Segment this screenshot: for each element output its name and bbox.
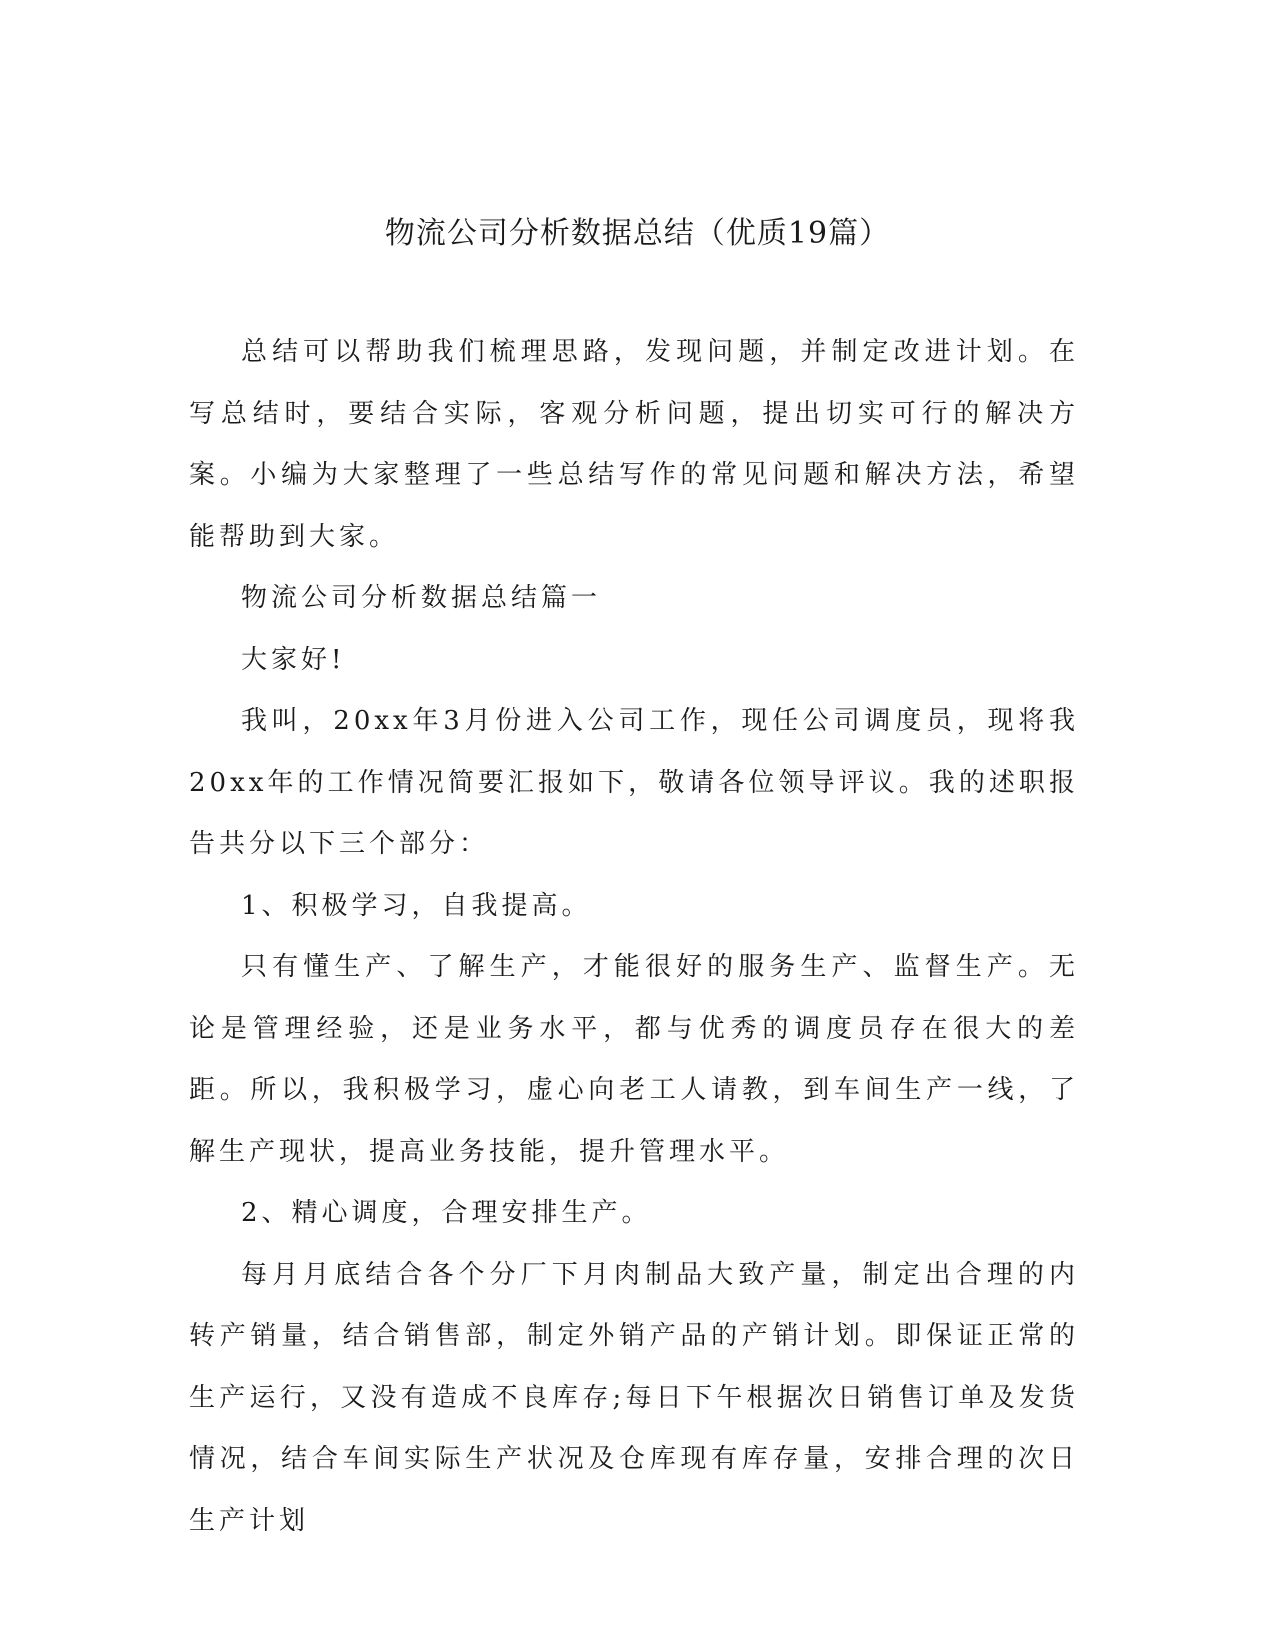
greeting-paragraph: 大家好! (241, 644, 346, 675)
intro-paragraph: 总结可以帮助我们梳理思路，发现问题，并制定改进计划。在写总结时，要结合实际，客观分析问题，提出切实可行的解决方案。小编为大家整理了一些总结写作的常见问题和解决方法，希望能帮助到大家。 (189, 337, 1079, 552)
section-heading-1: 物流公司分析数据总结篇一 (241, 583, 602, 613)
point-1-paragraph: 只有懂生产、了解生产，才能很好的服务生产、监督生产。无论是管理经验，还是业务水平，都与优秀的调度员存在很大的差距。所以，我积极学习，虚心向老工人请教，到车间生产一线，了解生产现状，提高业务技能，提升管理水平。 (189, 952, 1079, 1167)
point-2-heading: 2、精心调度，合理安排生产。 (241, 1198, 652, 1228)
point-1-heading: 1、积极学习，自我提高。 (241, 890, 592, 921)
self-introduction-paragraph: 我叫，20xx年3月份进入公司工作，现任公司调度员，现将我20xx年的工作情况简要汇报如下，敬请各位领导评议。我的述职报告共分以下三个部分： (189, 706, 1079, 859)
point-2-paragraph: 每月月底结合各个分厂下月肉制品大致产量，制定出合理的内转产销量，结合销售部，制定外销产品的产销计划。即保证正常的生产运行，又没有造成不良库存;每日下午根据次日销售订单及发货情况，结合车间实际生产状况及仓库现有库存量，安排合理的次日生产计划 (189, 1259, 1079, 1536)
document-body (189, 322, 1079, 1552)
document-title: 物流公司分析数据总结（优质19篇） (384, 216, 891, 251)
